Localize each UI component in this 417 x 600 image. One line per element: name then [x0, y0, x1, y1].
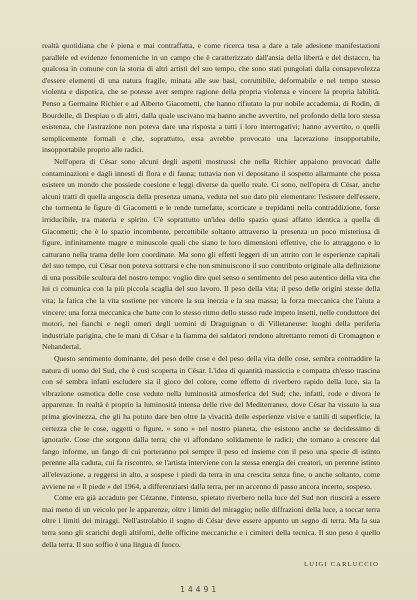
author-signature: LUIGI CARLUCCIO: [304, 561, 379, 568]
essay-text: [42, 40, 380, 550]
paragraph: realtà quotidiana che è piena e mai contraffatta, e come ricerca tesa a dare a tale adesione manifestazioni parallele ed evidenze fenomeniche in un campo che è caratterizzato dall'ansia della libertà e del distacco, ha qualcosa in comune con la storia di altri artisti del suo tempo, che sono stati pungolati dalla consapevolezza d'essere elementi di una natura fragile, minata alle sue basi, corruttibile, deformabile e nel tempo stesso violenta e dispotica, che se potesse aver sempre ragione della propria violenza e vincere la propria labilità. Penso a Germaine Richier e ad Alberto Giacometti, che hanno rifiutato la pur nobile accademia, di Rodin, di Bourdelle, di Despiau o di altri, dalla quale uscivano ma hanno anche avvertito, nel profondo della loro stessa esistenza, che l'astrazione non poteva dare una risposta a tutti i loro interrogativi; hanno avvertito, o quelli semplicemente formali e che, soprattutto, essa avrebbe provocato una lacerazione insopportabile, insopportabile proprio alle radici.: [42, 41, 380, 155]
paragraph: Questo sentimento dominante, del peso delle cose e del peso della vita delle cose, sembra contraddire la natura di uomo del Sud, che è così scoperta in César. L'idea di quantità massiccia e compatta ch'esso trascina con sé sembra infatti escludere sia il gioco del colore, come effetto di riverbero rapido della luce, sia la vibrazione osmotica delle cose vedute nella luminosità atmosferica del Sud; che, infatti, rode e divora le apparenze. In realtà è proprio la luminosità intensa delle rive del Mediterraneo, dove César ha vissuto la sua prima giovinezza, che gli ha potuto dare ben oltre la vivacità delle esperienze visive e tattili di superficie, la certezza che le cose, oggetti o figure, « sono » nel nostro pianeta, che esistono anche se decidessimo di ignorarle. Cose che sorgono dalla terra; che vi affondano solidamente le radici; che tornano a crescere dal fango informe, un fango di cui porteranno poi sempre il peso ed insieme con il peso una specie di istinto perenne alla caduta, cui fa riscontro, se l'artista interviene con la stessa energia dei creatori, un perenne istinto all'elevazione, a reggersi in alto, a sospese i piedi da terra in una crescita senza fine, o anche soltanto, come avviene ne « Il piede » del 1964, a differenziarsi dalla terra, per un accenno di passo ancora incerto, sospeso.: [42, 354, 380, 491]
paragraph: Nell'opera di César sono alcuni degli aspetti mostruosi che nella Richier appaiono provocati dalle contaminazioni e dagli innesti di flora e di fauna; tuttavia non vi depositano il sospetto allarmante che possa esistere un mondo che possiede coesione e leggi diverse da quello reale. Ci sono, nell'opera di César, anche alcuni tratti di quella angoscia della presenza umana, veduta nel suo dato più elementare: l'esistere dell'essere, che tormenta le figure di Giacometti e le rende tumefatte, scorticate e trepidanti nella contraddizione, forse irriducibile, tra materia e spirito. C'è soprattutto un'idea dello spazio quasi affatto identica a quella di Giacometti; che è lo spazio incombente, percettibile soltanto attraverso la presenza un poco misteriosa di figure, infinitamente magre e minuscole quali che siano le loro dimensioni effettive, che lo attraggono e lo catturano nella trama delle loro coordinate. Ma sono gli effetti leggeri di un attrito con le esperienze capitali del suo tempo, cui César non poteva sottrarsi e che non sminuiscono il suo contributo originale alla definizione di una possibile scultura del nostro tempo: voglio dire quel senso o sentimento del peso autentico della vita che lui ci comunica con la più piccola scaglia del suo lavoro. Il peso della vita; il peso delle origini stesse della vita; la fatica che la vita sostiene per vincere la sua inerzia e la sua massa; la forza meccanica che l'aiuta a vincere: una forza meccanica che batte con lo stesso ritmo dello stesso rude impeto insetti, nelle conduttore dei motori, nei fianchi e negli omeri degli uomini di Draguignan o di Villetaneuse: luoghi della periferia industriale parigina, che le mani di César e la fiamma dei saldatori rendono altrettanto remoti di Cromagnon e Nehandertal.: [42, 156, 380, 352]
paragraph: Come era già accaduto per Cézanne, l'intenso, spietato riverbero nella luce del Sud non riuscirà a essere mai meno di un veicolo per le apparenze, oltre i limiti del miraggio; nelle diffrazioni della luce, a toccar terra oltre i limiti dei miraggi. Nell'astrolabio il sogno di César deve essere appunto un segno di terra. Ma la sua terra sono gli scarichi degli altiforni, delle officine meccaniche e i cimiteri della tecnica. Il suo peso è quello della terra. Il suo soffio è una lingua di fuoco.: [42, 493, 380, 549]
catalog-number: 14491: [180, 585, 220, 594]
